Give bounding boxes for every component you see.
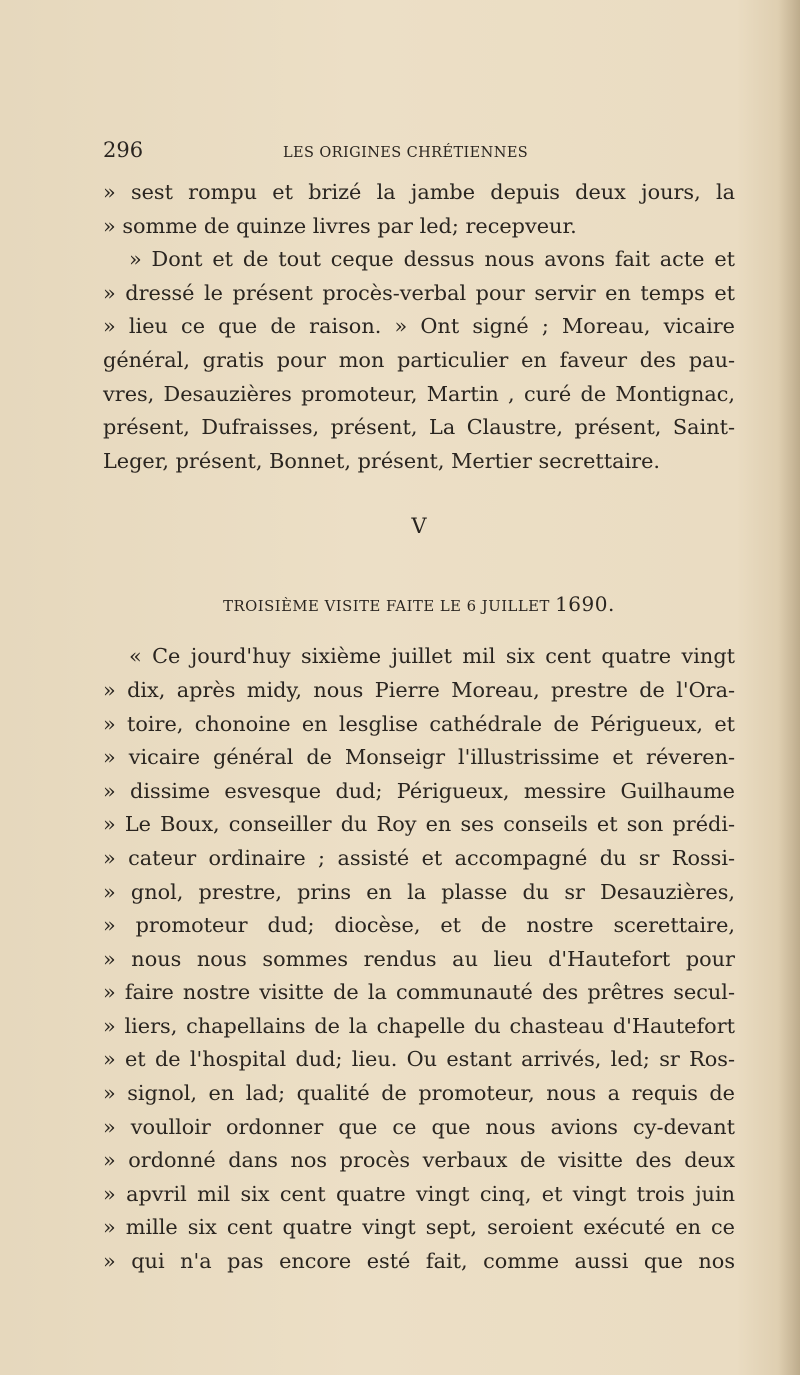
text-line: présent, Dufraisses, présent, La Claustre, présent, Saint-	[103, 415, 735, 440]
section-title-year: 1690.	[555, 592, 615, 617]
text-line: général, gratis pour mon particulier en faveur des pau-	[103, 347, 735, 372]
page-edge-shadow	[778, 0, 800, 1375]
text-line: » qui n'a pas encore esté fait, comme aussi que nos	[103, 1249, 735, 1274]
text-line: » Le Boux, conseiller du Roy en ses conseils et son prédi-	[103, 812, 735, 837]
text-line: » cateur ordinaire ; assisté et accompagné du sr Rossi-	[103, 845, 735, 870]
text-line: » dressé le présent procès-verbal pour servir en temps et	[103, 280, 735, 305]
text-line: » liers, chapellains de la chapelle du chasteau d'Hautefort	[103, 1013, 735, 1038]
section-title-text: TROISIÈME VISITE FAITE LE 6 JUILLET	[223, 598, 550, 616]
paragraph-2	[103, 243, 735, 478]
text-line: » signol, en lad; qualité de promoteur, nous a requis de	[103, 1081, 735, 1106]
text-line: » nous nous sommes rendus au lieu d'Hautefort pour	[103, 946, 735, 971]
text-line: » lieu ce que de raison. » Ont signé ; Moreau, vicaire	[103, 314, 735, 339]
text-line: » gnol, prestre, prins en la plasse du sr Desauzières,	[103, 879, 735, 904]
text-line: » dix, après midy, nous Pierre Moreau, prestre de l'Ora-	[103, 677, 735, 702]
paragraph-1	[103, 176, 735, 243]
running-head-title: LES ORIGINES CHRÉTIENNES	[283, 145, 529, 161]
text-line: » promoteur dud; diocèse, et de nostre scerettaire,	[103, 913, 735, 938]
running-head	[103, 138, 735, 176]
text-line: » faire nostre visitte de la communauté des prêtres secul-	[103, 980, 735, 1005]
text-line: » mille six cent quatre vingt sept, seroient exécuté en ce	[103, 1215, 735, 1240]
text-line: » sest rompu et brizé la jambe depuis deux jours, la	[103, 180, 735, 204]
text-block	[103, 138, 735, 1279]
text-line: » toire, chonoine en lesglise cathédrale de Périgueux, et	[103, 711, 735, 736]
text-line: vres, Desauzières promoteur, Martin , curé de Montignac,	[103, 381, 735, 406]
text-line: » apvril mil six cent quatre vingt cinq, et vingt trois juin	[103, 1181, 735, 1206]
section-spacer	[103, 626, 735, 640]
text-line: » Dont et de tout ceque dessus nous avons fait acte et	[129, 247, 735, 272]
text-line: » dissime esvesque dud; Périgueux, messire Guilhaume	[103, 778, 735, 803]
section-number: V	[411, 514, 427, 539]
text-line: » voulloir ordonner que ce que nous avions cy-devant	[103, 1114, 735, 1139]
text-line: » et de l'hospital dud; lieu. Ou estant arrivés, led; sr Ros-	[103, 1047, 735, 1072]
text-line: » somme de quinze livres par led; recepveur.	[103, 213, 577, 238]
text-line: « Ce jourd'huy sixième juillet mil six cent quatre vingt	[129, 644, 735, 669]
text-line: » ordonné dans nos procès verbaux de visitte des deux	[103, 1148, 735, 1173]
paragraph-3	[103, 640, 735, 1278]
page-number: 296	[103, 138, 144, 162]
text-line: » vicaire général de Monseigr l'illustrissime et réveren-	[103, 745, 735, 770]
section-title	[103, 592, 735, 626]
text-line: Leger, présent, Bonnet, présent, Mertier secrettaire.	[103, 448, 661, 473]
